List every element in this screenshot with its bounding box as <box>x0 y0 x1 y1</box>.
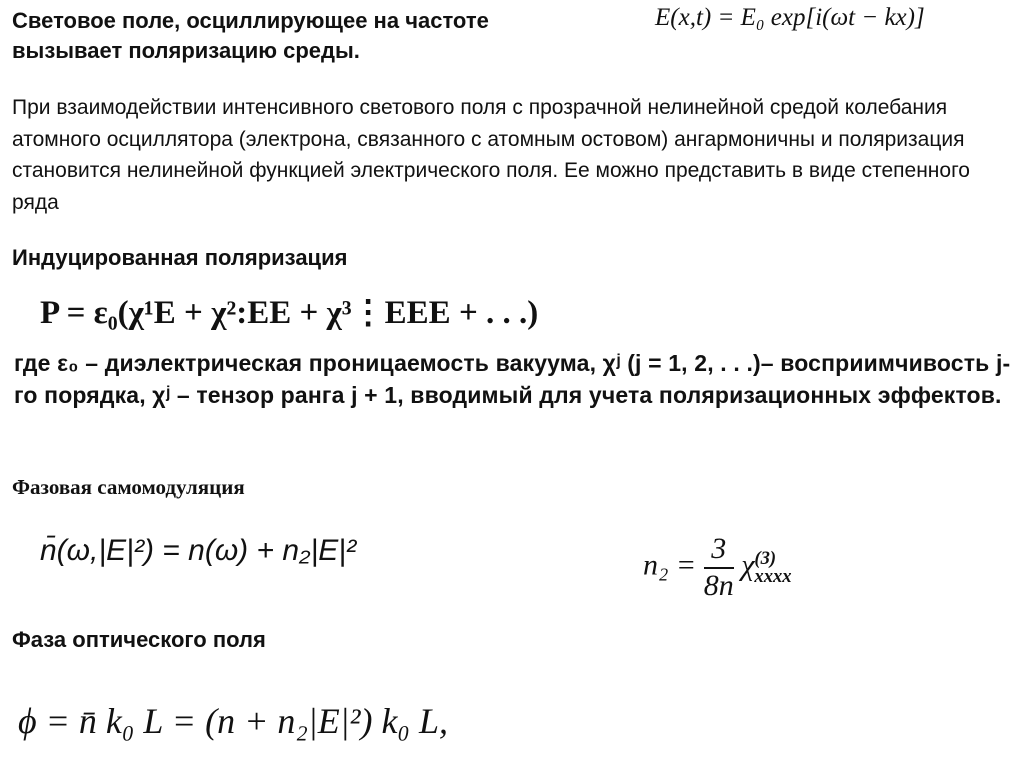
equation-n2 <box>643 532 792 603</box>
n2-numerator: 3 <box>704 532 734 569</box>
heading-optical-phase: Фаза оптического поля <box>12 627 266 652</box>
n2-lhs: n₂ = <box>643 548 697 582</box>
equation-phase: ϕ = n̄ k₀ L = (n + n₂|E|²) k₀ L, <box>18 701 448 741</box>
n2-fraction <box>704 532 734 603</box>
intro-line-1: Световое поле, осциллирующее на частоте <box>12 8 489 33</box>
n2-chi-sup: (3) <box>754 547 777 569</box>
heading-self-phase-modulation: Фазовая самомодуляция <box>12 475 245 499</box>
equation-field: E(x,t) = E₀ exp[i(ωt − kx)] <box>655 4 925 31</box>
paragraph-nonlinear: При взаимодействии интенсивного светового поля с прозрачной нелинейной средой колебания атомного осциллятора (электрона, связанного с атомным остовом) ангармоничны и поляризация становится нелинейной функцией электрического поля. Ее можно представить в виде степенного ряда <box>12 96 970 214</box>
n2-denominator: 8n <box>703 568 734 602</box>
equation-refractive-index: n̄(ω,|E|²) = n(ω) + n₂|E|² <box>40 534 357 567</box>
heading-induced-polarization: Индуцированная поляризация <box>12 245 348 270</box>
n2-chi-sub: xxxx <box>754 565 792 587</box>
description-susceptibility: где ε₀ – диэлектрическая проницаемость вакуума, χʲ (j = 1, 2, . . .)– восприимчивость j-го порядка, χʲ – тензор ранга j + 1, вводимый для учета поляризационных эффектов. <box>14 350 1011 408</box>
equation-polarization: P = ε₀(χ¹E + χ²:EE + χ³⋮EEE + . . .) <box>40 295 539 331</box>
n2-chi: χ <box>741 548 755 582</box>
intro-line-2: вызывает поляризацию среды. <box>12 38 360 63</box>
intro-text <box>12 6 612 66</box>
n2-chi-indices <box>754 547 792 587</box>
